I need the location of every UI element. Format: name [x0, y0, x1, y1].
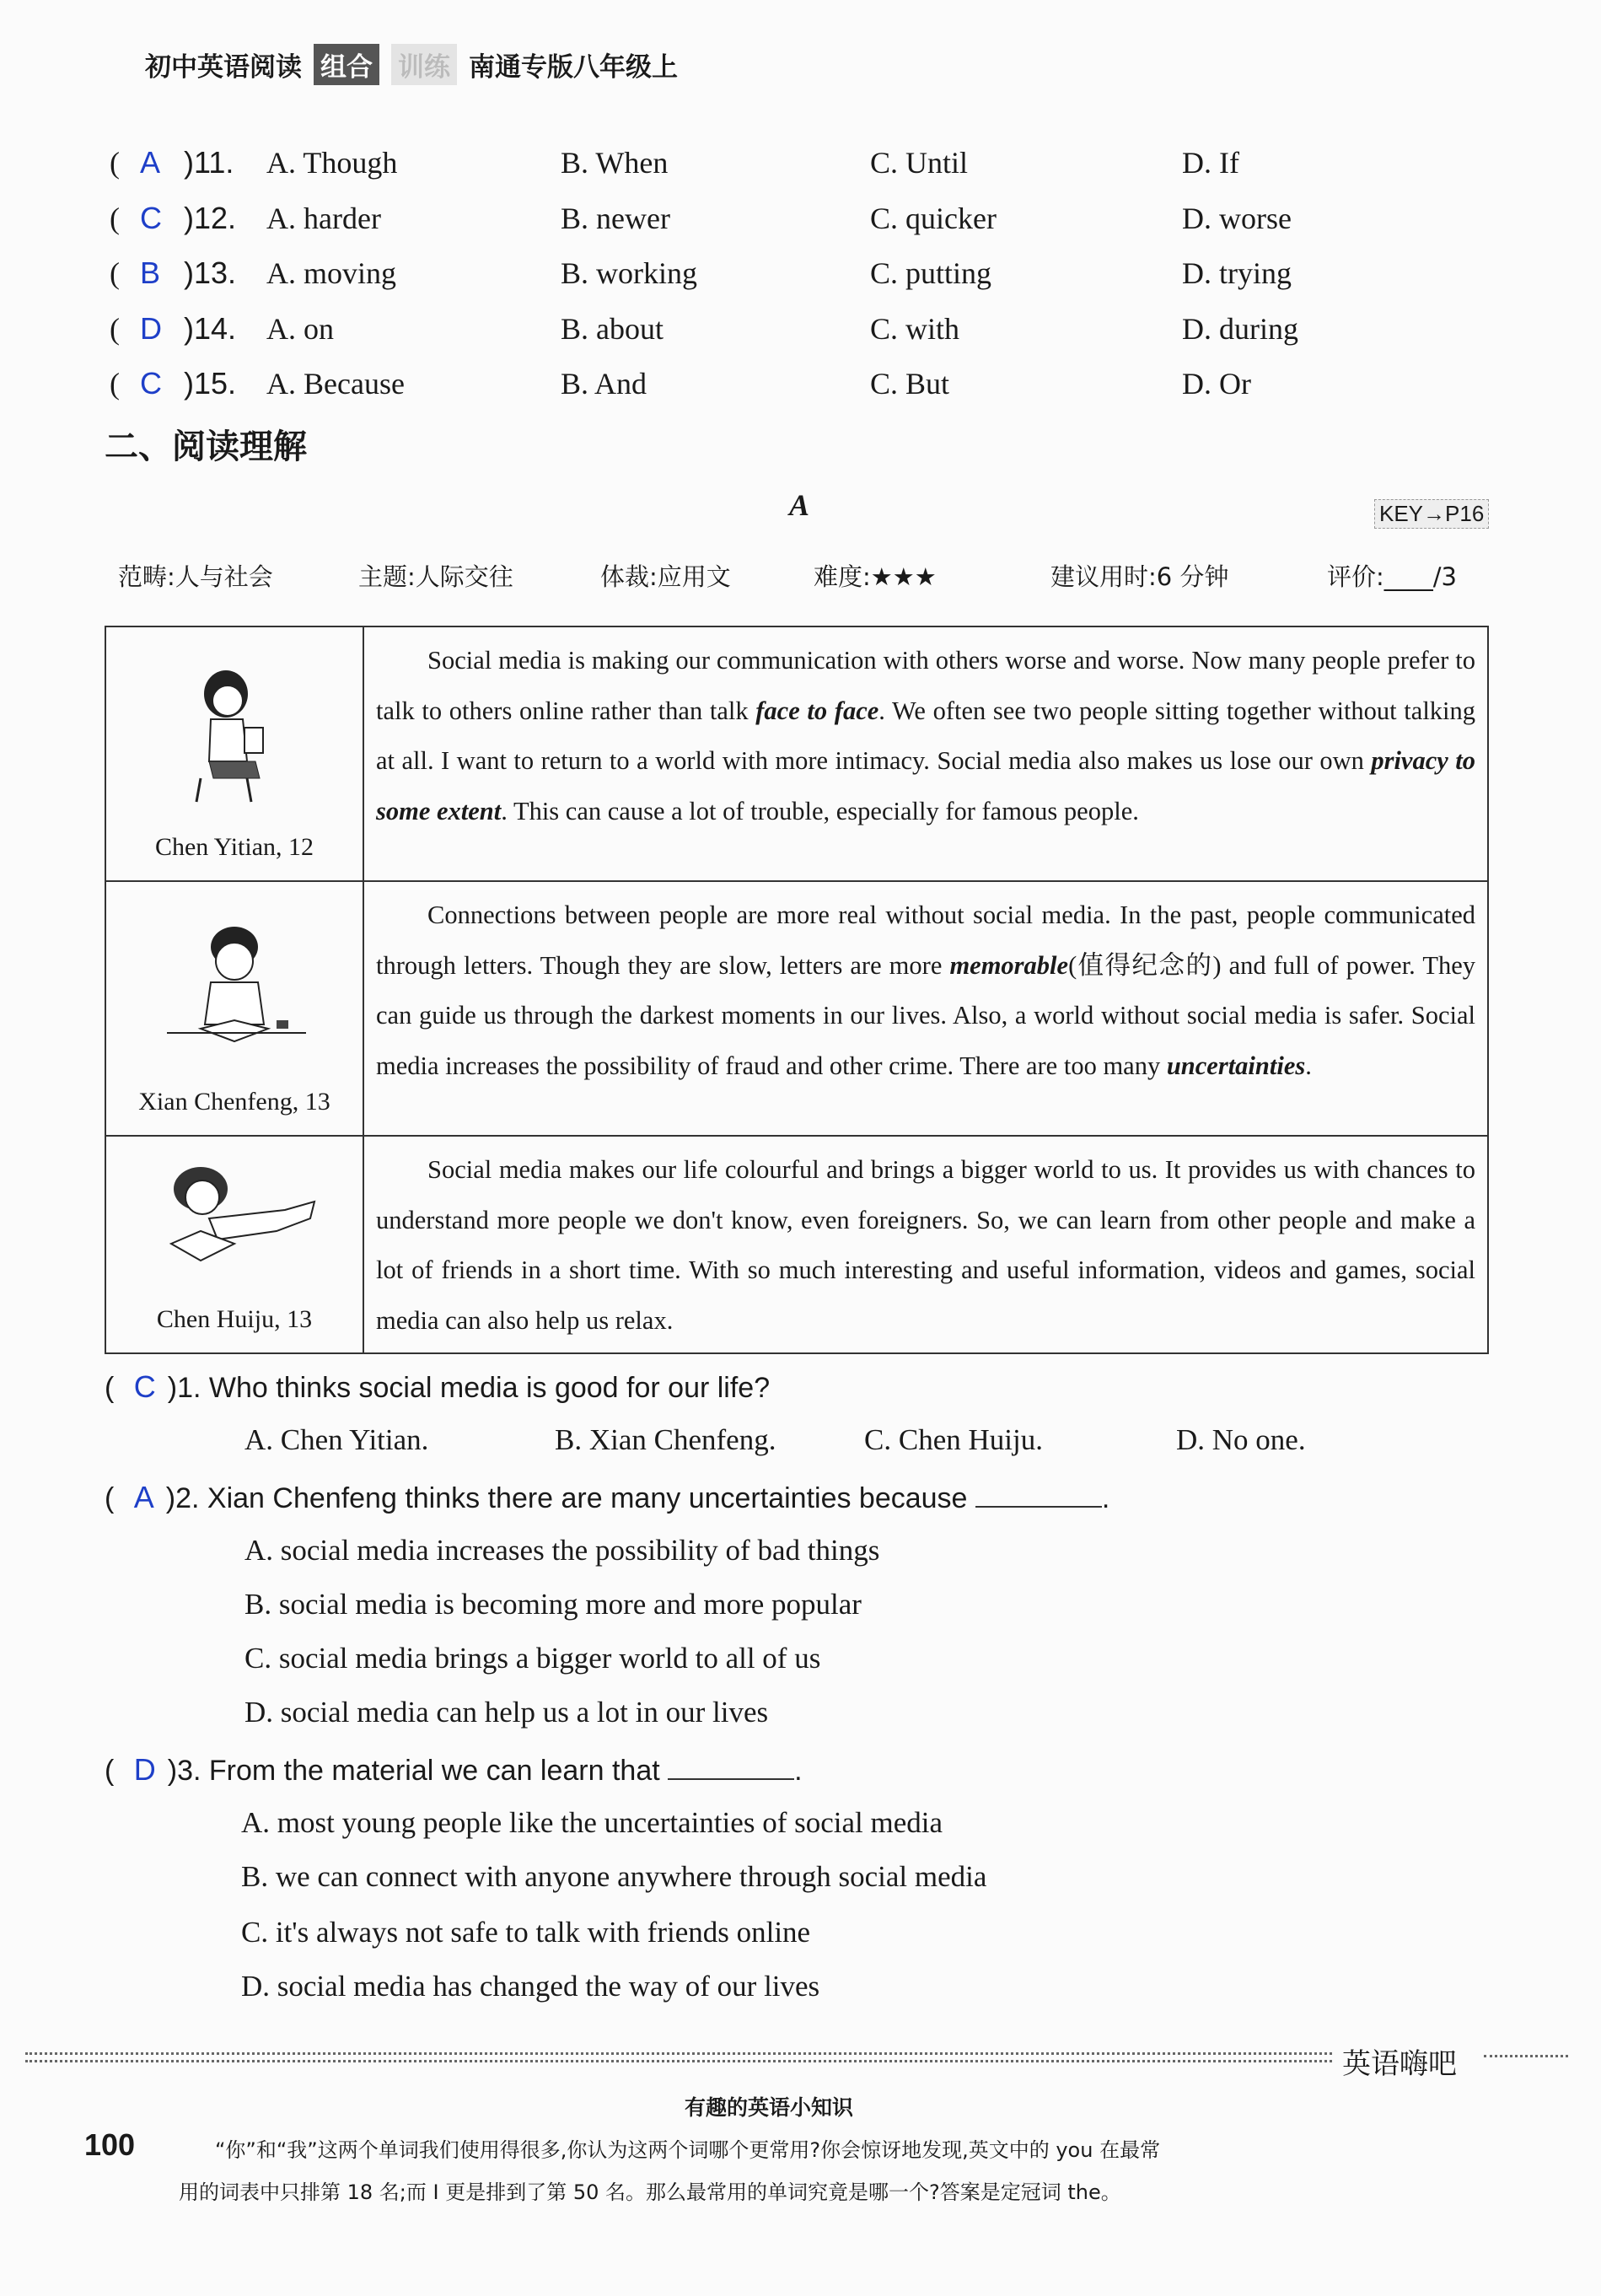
speaker-name: Chen Huiju, 13: [156, 1305, 313, 1333]
option: C. putting: [870, 256, 992, 290]
cloze-answer-row: [105, 255, 1538, 298]
option: B. When: [561, 146, 669, 180]
option: A. moving: [266, 256, 397, 290]
info-rating: 评价:____/3: [1327, 562, 1457, 591]
paren: (: [110, 202, 120, 235]
option: A. Though: [266, 146, 398, 180]
option: B. about: [561, 312, 664, 346]
answer-key-ref: KEY→P16: [1374, 499, 1489, 529]
option: A. Chen Yitian.: [244, 1423, 429, 1456]
speaker-opinion: [363, 1136, 1488, 1353]
paren: (: [110, 146, 120, 180]
text: Connections between people are more real without social media. In the past, people communicated through letters. Though they are slow, letters are more: [376, 901, 1475, 980]
answer-blank: [668, 1778, 794, 1780]
speaker-name: Xian Chenfeng, 13: [138, 1088, 330, 1116]
paren: (: [110, 367, 120, 401]
option: B. And: [561, 367, 647, 401]
passage-table: [105, 626, 1489, 1354]
speaker-opinion: [363, 626, 1488, 881]
item-number: )13.: [184, 255, 237, 290]
question-stem: )2. Xian Chenfeng thinks there are many uncertainties because: [165, 1482, 968, 1514]
boy-writing-illustration: [158, 915, 310, 1058]
girl-lying-reading-illustration: [150, 1159, 319, 1277]
option: A. social media increases the possibility of bad things: [244, 1534, 880, 1567]
option: D. social media has changed the way of our lives: [241, 1970, 820, 2003]
item-number: )12.: [184, 201, 237, 235]
answer-letter: A: [133, 1480, 154, 1514]
text: Social media makes our life colourful and brings a bigger world to us. It provides us with chances to understand more people we don't know, even foreigners. So, we can learn from other people and make a lot of friends in a short time. With so much interesting and useful information, videos and games, social media can also help us relax.: [376, 1155, 1475, 1335]
speaker-name: Chen Yitian, 12: [154, 833, 314, 861]
speaker-cell: [105, 626, 363, 881]
question: ( A )2. Xian Chenfeng thinks there are many uncertainties because .: [105, 1480, 1110, 1514]
answer-letter: A: [140, 145, 161, 180]
option: C. But: [870, 367, 950, 401]
emphasis: face to face: [755, 696, 879, 725]
passage-row: [105, 881, 1488, 1136]
answer-letter: D: [133, 1752, 156, 1787]
paren: (: [105, 1755, 122, 1787]
item-number: )14.: [184, 311, 237, 346]
cloze-answer-row: [105, 145, 1538, 187]
info-time: 建议用时:6 分钟: [1050, 562, 1229, 591]
footer-divider: [25, 2052, 1332, 2055]
cloze-answer-row: [105, 201, 1538, 243]
page-number: 100: [84, 2127, 136, 2162]
edition-label: 南通专版八年级上: [469, 52, 678, 83]
option: C. social media brings a bigger world to all of us: [244, 1642, 821, 1675]
question-stem: )3. From the material we can learn that: [167, 1755, 660, 1787]
answer-letter: D: [140, 311, 162, 346]
item-number: )15.: [184, 366, 237, 401]
option: B. Xian Chenfeng.: [555, 1423, 776, 1456]
passage-row: [105, 626, 1488, 881]
tip-text-line-2: 用的词表中只排第 18 名;而 I 更是排到了第 50 名。那么最常用的单词究竟是哪一个?答案是定冠词 the。: [179, 2180, 1121, 2204]
emphasis: uncertainties: [1166, 1051, 1306, 1080]
cloze-answer-row: [105, 311, 1538, 353]
option: D. trying: [1182, 256, 1292, 290]
option: C. Chen Huiju.: [864, 1423, 1043, 1456]
text: Social media is making our communication with others worse and worse. Now many people prefer to talk to others online rather than talk: [376, 646, 1475, 725]
option: B. newer: [561, 202, 670, 235]
answer-letter: C: [140, 201, 162, 235]
question-stem: )1. Who thinks social media is good for our life?: [167, 1372, 771, 1404]
paren: (: [105, 1482, 122, 1514]
answer-blank: [975, 1506, 1102, 1508]
book-header: [145, 44, 678, 85]
info-theme: 主题:人际交往: [358, 562, 513, 591]
info-difficulty: 难度:★★★: [814, 562, 937, 591]
option: A. most young people like the uncertainties of social media: [241, 1806, 943, 1839]
series-badge-ghost: 训练: [391, 44, 457, 85]
option: D. If: [1182, 146, 1239, 180]
speaker-opinion: [363, 881, 1488, 1136]
paren: (: [110, 256, 120, 290]
option: A. Because: [266, 367, 405, 401]
option: A. on: [266, 312, 334, 346]
option: B. social media is becoming more and more popular: [244, 1588, 862, 1621]
series-badge: 组合: [314, 44, 379, 85]
option: D. worse: [1182, 202, 1292, 235]
text: . This can cause a lot of trouble, especially for famous people.: [501, 796, 1139, 825]
speaker-cell: [105, 881, 363, 1136]
info-genre: 体裁:应用文: [600, 562, 731, 591]
option: C. with: [870, 312, 960, 346]
passage-label: A: [789, 488, 810, 522]
answer-letter: C: [133, 1369, 156, 1404]
question: [105, 1369, 770, 1405]
option: B. we can connect with anyone anywhere through social media: [241, 1860, 987, 1893]
paren: (: [110, 312, 120, 346]
option: D. No one.: [1176, 1423, 1306, 1456]
option: D. social media can help us a lot in our lives: [244, 1696, 769, 1729]
question: ( D )3. From the material we can learn that .: [105, 1752, 803, 1787]
option: D. Or: [1182, 367, 1251, 401]
answer-letter: C: [140, 366, 162, 401]
cloze-answer-row: [105, 366, 1538, 408]
emphasis: memorable: [949, 950, 1069, 980]
speaker-cell: [105, 1136, 363, 1353]
answer-letter: B: [140, 255, 161, 290]
section-title: 二、阅读理解: [105, 427, 307, 466]
option: C. it's always not safe to talk with friends online: [241, 1916, 811, 1949]
info-category: 范畴:人与社会: [118, 562, 273, 591]
passage-row: [105, 1136, 1488, 1353]
text: . We often see two people sitting together without talking at all. I want to return to a world with more intimacy. Social media also makes us lose our own: [376, 696, 1476, 775]
text: (值得纪念的) and full of power. They can guide us through the darkest moments in our lives. Also, a world without social media is safer. Social media increases the possibility of fraud and other crime. There are too many: [376, 950, 1475, 1080]
item-number: )11.: [184, 145, 234, 180]
option: D. during: [1182, 312, 1298, 346]
option: C. Until: [870, 146, 969, 180]
text: .: [1305, 1051, 1312, 1080]
footer-brand: 英语嗨吧: [1342, 2047, 1457, 2081]
book-title: 初中英语阅读: [145, 52, 302, 83]
tip-text-line-1: “你”和“我”这两个单词我们使用得很多,你认为这两个词哪个更常用?你会惊讶地发现,英文中的 you 在最常: [215, 2138, 1161, 2162]
emphasis: privacy to some extent: [376, 746, 1475, 825]
girl-reading-illustration: [175, 660, 293, 804]
footer-divider: [1484, 2055, 1568, 2057]
option: C. quicker: [870, 202, 997, 235]
option: A. harder: [266, 202, 381, 235]
footer-divider: [25, 2060, 1332, 2062]
option: B. working: [561, 256, 697, 290]
tip-title: 有趣的英语小知识: [685, 2095, 854, 2120]
paren: (: [105, 1372, 122, 1404]
